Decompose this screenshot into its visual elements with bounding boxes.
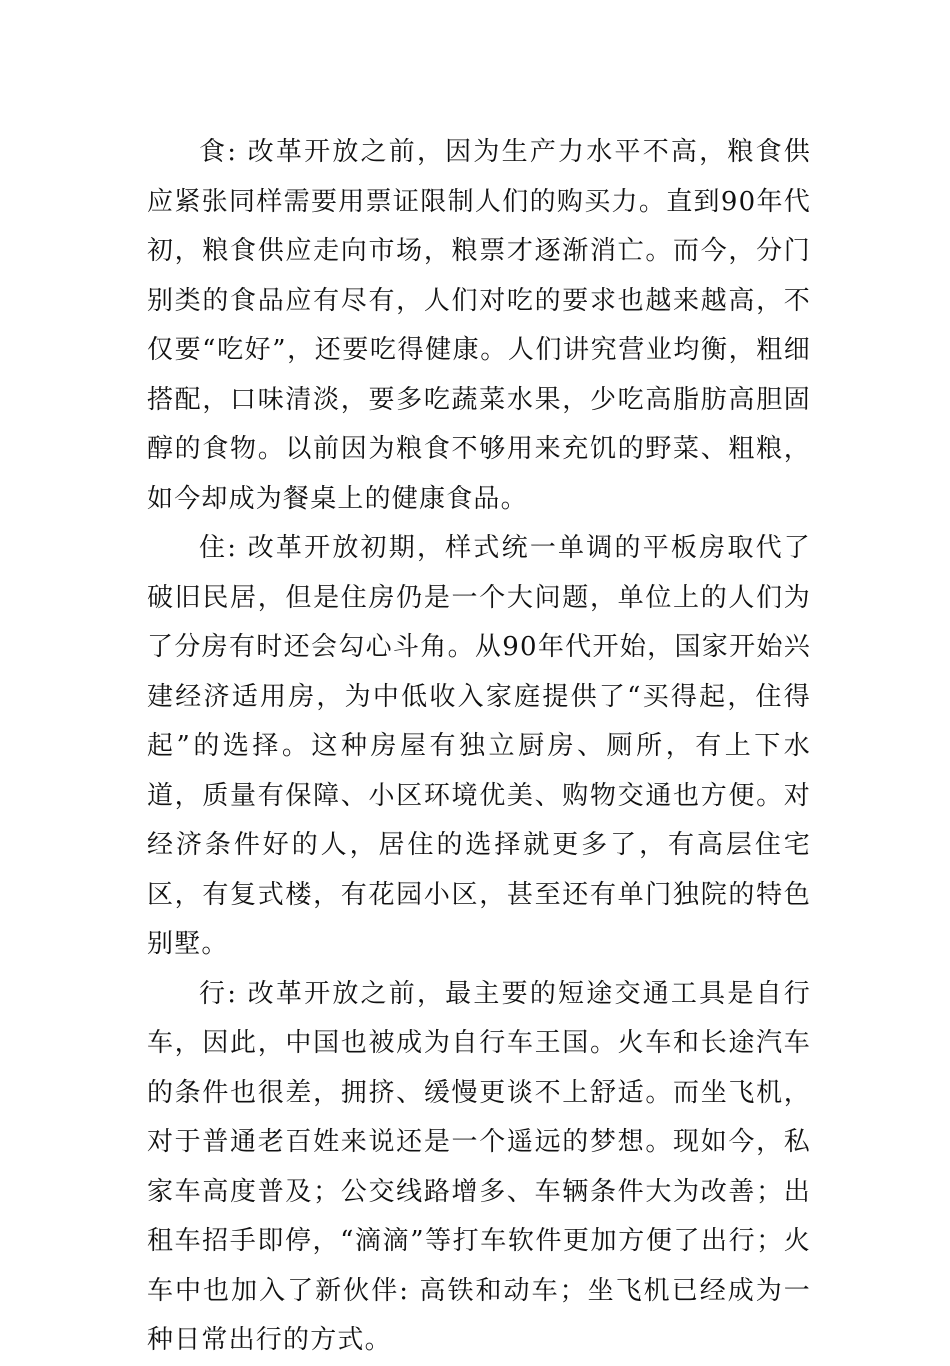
- document-body: [147, 128, 811, 1366]
- paragraph-food: 食: 改革开放之前，因为生产力水平不高，粮食供应紧张同样需要用票证限制人们的购买力。直到90年代初，粮食供应走向市场，粮票才逐渐消亡。而今，分门别类的食品应有尽有，人们对吃的要求也越来越高，不仅要“吃好”，还要吃得健康。人们讲究营业均衡，粗细搭配，口味清淡，要多吃蔬菜水果，少吃高脂肪高胆固醇的食物。以前因为粮食不够用来充饥的野菜、粗粮，如今却成为餐桌上的健康食品。: [147, 137, 811, 514]
- paragraph-housing: 住: 改革开放初期，样式统一单调的平板房取代了破旧民居，但是住房仍是一个大问题，单位上的人们为了分房有时还会勾心斗角。从90年代开始，国家开始兴建经济适用房，为中低收入家庭提供了“买得起，住得起”的选择。这种房屋有独立厨房、厕所，有上下水道，质量有保障、小区环境优美、购物交通也方便。对经济条件好的人，居住的选择就更多了，有高层住宅区，有复式楼，有花园小区，甚至还有单门独院的特色别墅。: [147, 533, 811, 959]
- paragraph-transport: 行: 改革开放之前，最主要的短途交通工具是自行车，因此，中国也被成为自行车王国。火车和长途汽车的条件也很差，拥挤、缓慢更谈不上舒适。而坐飞机，对于普通老百姓来说还是一个遥远的梦想。现如今，私家车高度普及；公交线路增多、车辆条件大为改善；出租车招手即停，“滴滴”等打车软件更加方便了出行；火车中也加入了新伙伴: 高铁和动车；坐飞机已经成为一种日常出行的方式。: [147, 978, 811, 1355]
